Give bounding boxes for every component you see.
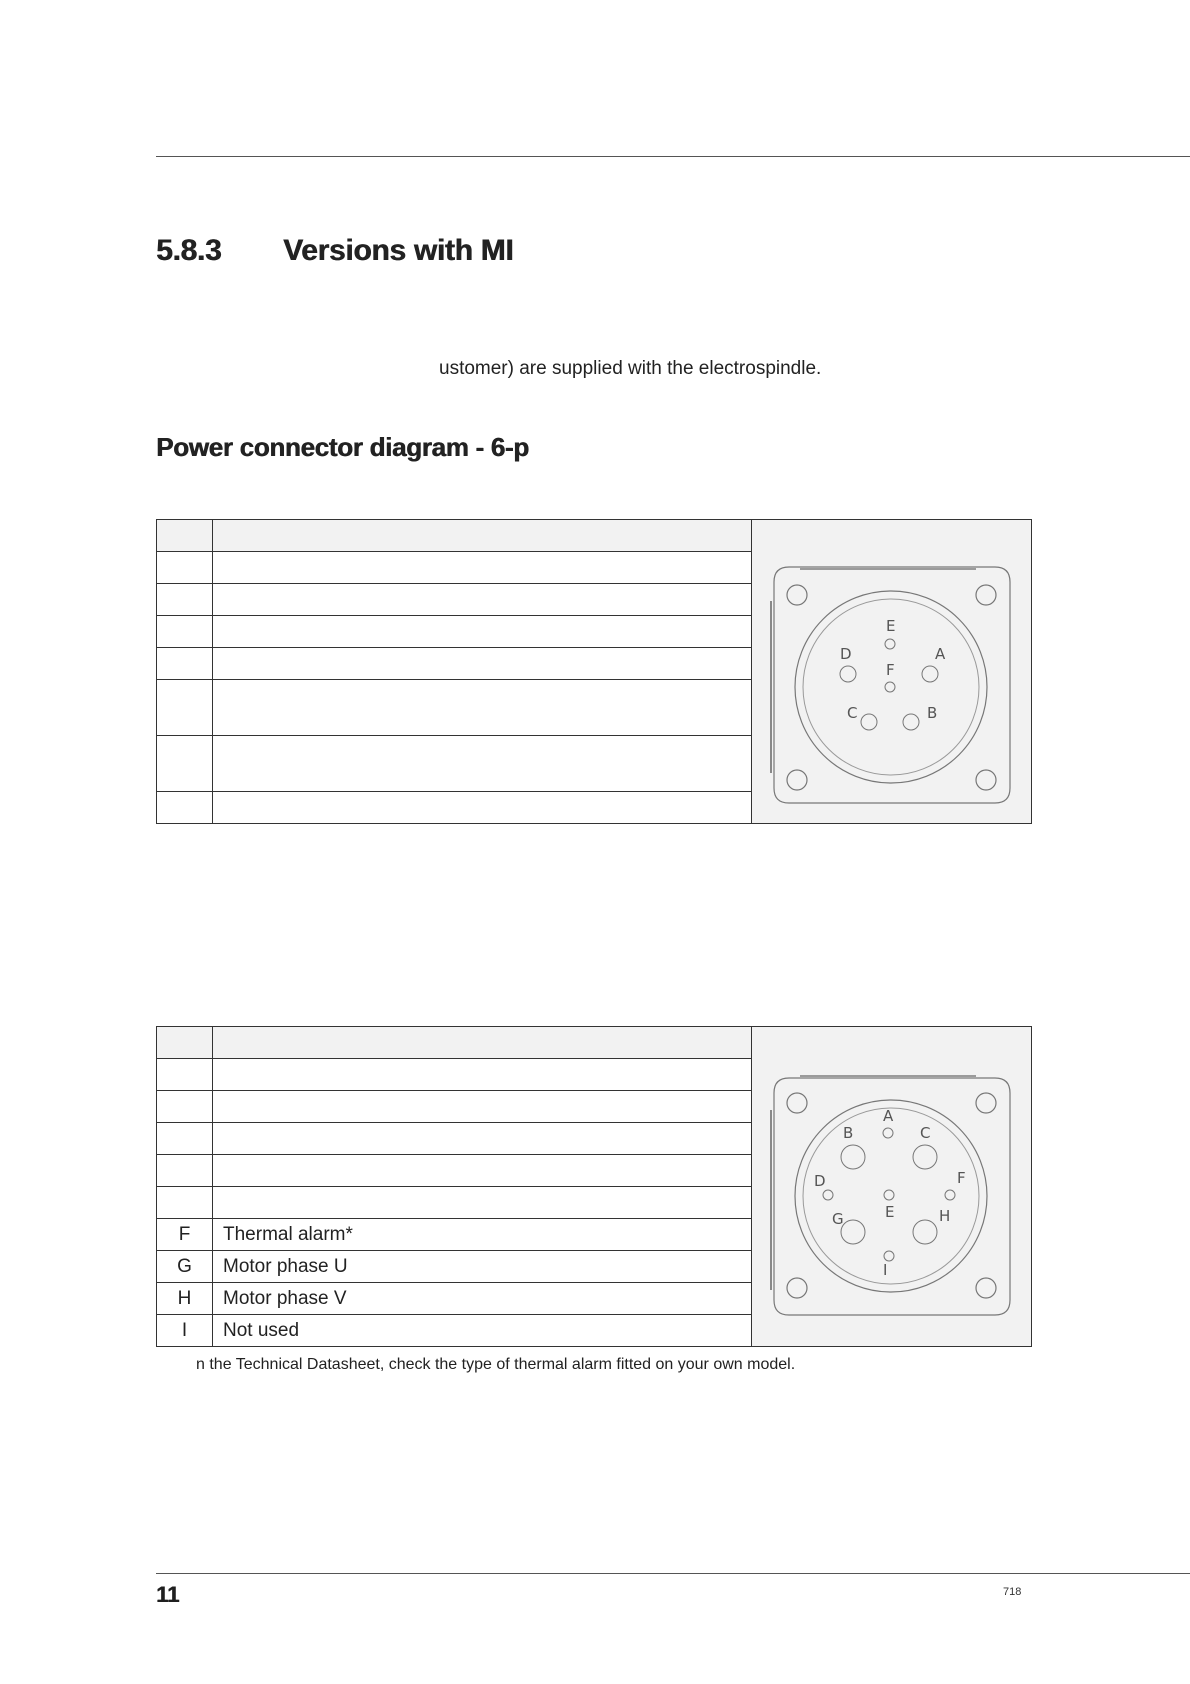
pin-label-h: H — [939, 1206, 951, 1225]
pin-label-d: D — [814, 1171, 826, 1190]
table-cell-desc — [213, 736, 752, 792]
table-footnote: n the Technical Datasheet, check the type of thermal alarm fitted on your own model. — [196, 1356, 796, 1373]
table-cell-desc: Motor phase U — [213, 1251, 752, 1283]
pin-label-b: B — [927, 703, 938, 722]
table-cell-desc — [213, 792, 752, 824]
power-connector-heading: Power connector diagram - 6-p — [156, 432, 529, 462]
six-pin-connector-diagram — [752, 521, 1031, 823]
table-cell-desc — [213, 584, 752, 616]
table-cell-pin — [157, 552, 213, 584]
mounting-hole-icon — [787, 1093, 807, 1113]
table-cell-pin — [157, 1155, 213, 1187]
document-code: 718 — [1003, 1586, 1022, 1598]
table-cell-pin — [157, 520, 213, 552]
nine-pin-connector-diagram — [752, 1028, 1031, 1346]
pin-f-contact — [945, 1190, 955, 1200]
pin-c-contact — [913, 1145, 937, 1169]
table-header-row — [157, 520, 1032, 552]
pin-e-contact — [884, 1190, 894, 1200]
mounting-hole-icon — [976, 1278, 996, 1298]
pin-label-e: E — [885, 1202, 895, 1221]
pin-label-a: A — [883, 1106, 894, 1125]
pin-label-b: B — [843, 1123, 854, 1142]
pin-d-contact — [840, 666, 856, 682]
flange-outline — [774, 567, 1010, 803]
mounting-hole-icon — [976, 585, 996, 605]
pin-a-contact — [922, 666, 938, 682]
mounting-hole-icon — [976, 1093, 996, 1113]
pin-label-e: E — [886, 616, 896, 635]
mounting-hole-icon — [976, 770, 996, 790]
table-cell-desc — [213, 616, 752, 648]
table-cell-pin — [157, 1059, 213, 1091]
connector-figure-cell — [752, 1027, 1032, 1347]
pin-label-i: I — [883, 1260, 888, 1279]
connector-figure-cell — [752, 520, 1032, 824]
table-cell-pin — [157, 1187, 213, 1219]
pin-c-contact — [861, 714, 877, 730]
pin-b-contact — [841, 1145, 865, 1169]
pin-a-contact — [883, 1128, 893, 1138]
table-cell-pin — [157, 616, 213, 648]
table-cell-pin — [157, 792, 213, 824]
table-header-row — [157, 1027, 1032, 1059]
table-cell-desc — [213, 1059, 752, 1091]
pin-e-contact — [885, 639, 895, 649]
mounting-hole-icon — [787, 770, 807, 790]
footer-rule — [156, 1573, 1190, 1574]
table-cell-desc: Motor phase V — [213, 1283, 752, 1315]
table-cell-desc: Thermal alarm* — [213, 1219, 752, 1251]
table-cell-pin — [157, 584, 213, 616]
table-cell-pin: H — [157, 1283, 213, 1315]
pin-d-contact — [823, 1190, 833, 1200]
table-cell-pin: F — [157, 1219, 213, 1251]
table-cell-pin — [157, 648, 213, 680]
pin-label-c: C — [920, 1123, 931, 1142]
pin-g-contact — [841, 1220, 865, 1244]
table-cell-pin — [157, 1027, 213, 1059]
pin-label-f: F — [957, 1168, 966, 1187]
signal-connector-table — [156, 1026, 1032, 1347]
table-cell-desc: Not used — [213, 1315, 752, 1347]
table-cell-desc — [213, 520, 752, 552]
section-title: Versions with MI — [283, 234, 514, 267]
top-rule — [156, 156, 1190, 157]
pin-b-contact — [903, 714, 919, 730]
pin-label-c: C — [847, 703, 858, 722]
table-cell-desc — [213, 1027, 752, 1059]
table-cell-pin — [157, 680, 213, 736]
table-cell-pin — [157, 736, 213, 792]
connector-inner-ring — [803, 1108, 979, 1284]
table-cell-desc — [213, 1123, 752, 1155]
table-cell-pin: I — [157, 1315, 213, 1347]
mounting-hole-icon — [787, 585, 807, 605]
pin-label-f: F — [886, 660, 895, 679]
table-cell-desc — [213, 1187, 752, 1219]
pin-f-contact — [885, 682, 895, 692]
mounting-hole-icon — [787, 1278, 807, 1298]
table-cell-desc — [213, 1155, 752, 1187]
section-number: 5.8.3 — [156, 234, 222, 267]
pin-label-g: G — [832, 1209, 844, 1228]
table-cell-pin — [157, 1091, 213, 1123]
table-cell-desc — [213, 680, 752, 736]
intro-text: ustomer) are supplied with the electrospindle. — [439, 358, 822, 379]
pin-label-a: A — [935, 644, 946, 663]
table-cell-desc — [213, 552, 752, 584]
table-cell-desc — [213, 1091, 752, 1123]
pin-label-d: D — [840, 644, 852, 663]
table-cell-desc — [213, 648, 752, 680]
power-connector-table — [156, 519, 1032, 824]
pin-h-contact — [913, 1220, 937, 1244]
table-cell-pin — [157, 1123, 213, 1155]
page-number: 11 — [156, 1582, 180, 1607]
pin-i-contact — [884, 1251, 894, 1261]
table-cell-pin: G — [157, 1251, 213, 1283]
